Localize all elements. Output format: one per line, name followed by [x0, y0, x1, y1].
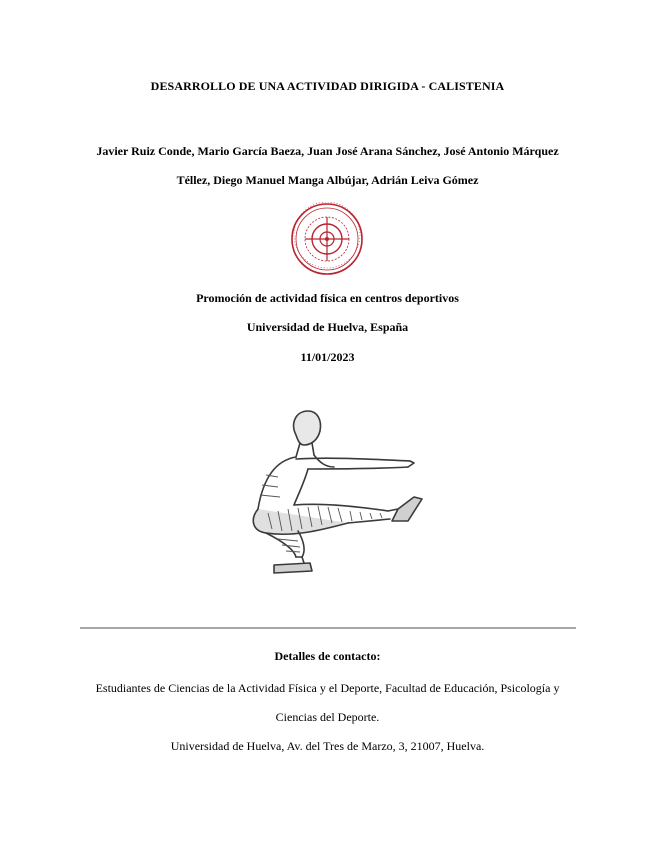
contact-line-1: Estudiantes de Ciencias de la Actividad Física y el Deporte, Facultad de Educación, Psicología y — [95, 681, 560, 695]
contact-line-2: Ciencias del Deporte. — [275, 710, 380, 724]
contact-heading: Detalles de contacto: — [274, 649, 381, 663]
university-seal-icon — [290, 202, 364, 276]
university-name: Universidad de Huelva, España — [246, 320, 409, 334]
contact-line-3: Universidad de Huelva, Av. del Tres de Marzo, 3, 21007, Huelva. — [170, 739, 485, 753]
authors-line-2: Téllez, Diego Manuel Manga Albújar, Adrián Leiva Gómez — [176, 173, 479, 187]
section-divider — [80, 627, 576, 629]
authors-line-1: Javier Ruiz Conde, Mario García Baeza, Juan José Arana Sánchez, José Antonio Márquez — [96, 144, 559, 158]
pistol-squat-figure-icon — [238, 405, 428, 580]
course-name: Promoción de actividad física en centros deportivos — [196, 291, 459, 305]
document-date: 11/01/2023 — [300, 350, 355, 364]
document-title: DESARROLLO DE UNA ACTIVIDAD DIRIGIDA - CALISTENIA — [150, 79, 505, 93]
